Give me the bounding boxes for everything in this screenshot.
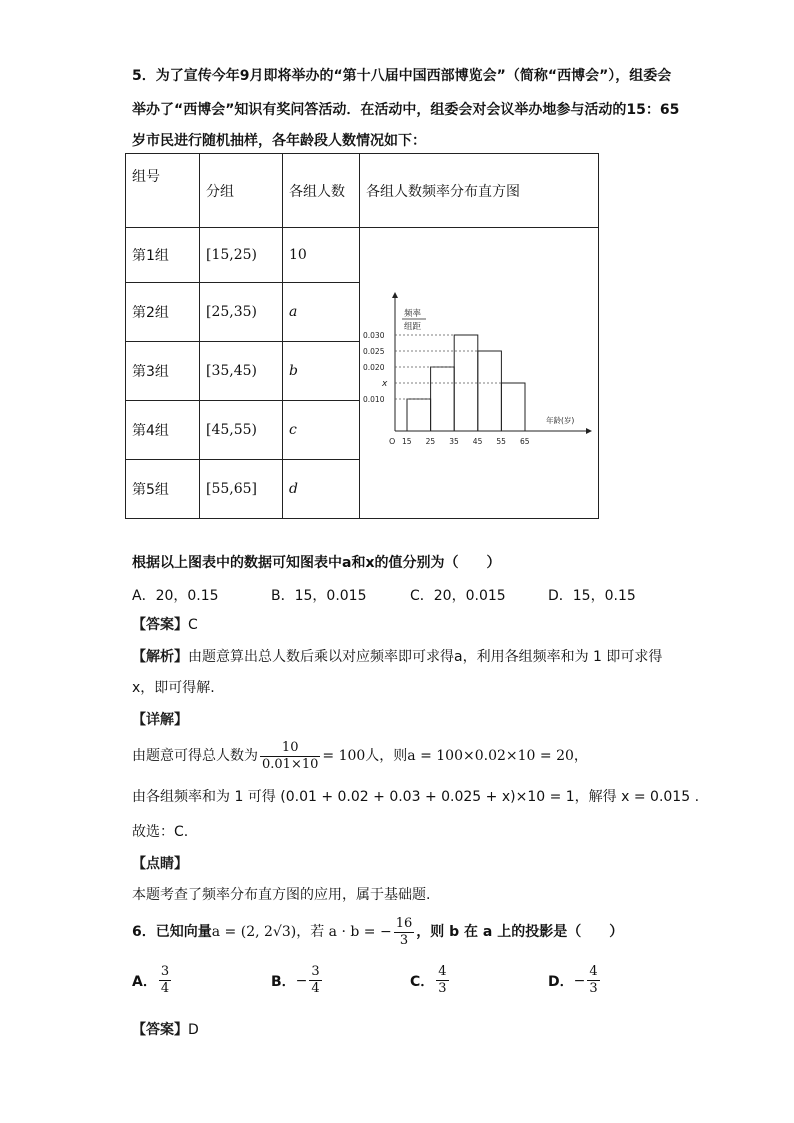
q6-stem	[132, 912, 623, 952]
row-4-count: c	[283, 400, 360, 459]
q6-option-a-fraction	[159, 964, 171, 997]
x-axis-arrow	[586, 428, 592, 434]
q6-option-b-fraction	[309, 964, 321, 997]
q6-d-num: 4	[589, 964, 598, 979]
histogram-bar	[407, 399, 431, 431]
row-2-count: a	[283, 282, 360, 341]
x-tick-label: 15	[402, 437, 412, 446]
q6-option-d	[548, 964, 602, 997]
q6-a-num: 3	[160, 964, 170, 979]
histogram-bar	[501, 383, 525, 431]
y-axis-label-denominator: 组距	[404, 322, 422, 332]
y-tick-label: 0.010	[363, 395, 385, 404]
age-group-table	[125, 153, 599, 519]
q6-dot-product: ，若 a · b = −	[296, 924, 392, 940]
q5-question: 根据以上图表中的数据可知图表中a和x的值分别为（ ）	[132, 555, 501, 571]
header-group-no: 组号	[126, 154, 200, 228]
q6-vector-a: a = (2, 2√3)	[211, 924, 297, 940]
q5-answer	[132, 615, 198, 635]
row-1-range: [15,25)	[200, 228, 283, 283]
answer-value: C	[188, 617, 198, 633]
row-5-range: [55,65]	[200, 459, 283, 518]
row-1-count: 10	[283, 228, 360, 283]
q6-option-d-sign: −	[573, 972, 586, 989]
q6-a-den: 4	[160, 981, 170, 996]
q5-stem-line-1: 5．为了宣传今年9月即将举办的“第十八届中国西部博览会”（简称“西博会”），组委会	[132, 68, 672, 84]
histogram-bar	[454, 335, 478, 431]
x-axis-title: 年龄(岁)	[546, 416, 575, 425]
y-axis-label-numerator: 频率	[404, 309, 422, 319]
x-tick-label: 25	[425, 437, 436, 446]
q6-option-a	[132, 964, 173, 997]
q6-option-c-fraction	[436, 964, 448, 997]
q6-b-num: 3	[311, 964, 320, 979]
q5-option-b: B．15，0.015	[271, 588, 367, 604]
row-4-range: [45,55)	[200, 400, 283, 459]
detail-1-suffix: = 100人，则a = 100×0.02×10 = 20，	[322, 748, 588, 764]
y-tick-label: 0.020	[363, 363, 385, 372]
detail-line-1	[132, 736, 588, 776]
comment-label: 【点睛】	[132, 856, 188, 872]
q6-fraction	[394, 916, 415, 949]
choose-line: 故选：C.	[132, 824, 189, 840]
q6-fraction-numerator: 16	[395, 915, 413, 931]
row-3-count: b	[283, 341, 360, 400]
q6-c-num: 4	[438, 964, 447, 979]
header-range: 分组	[200, 154, 283, 228]
q6-answer-label: 【答案】	[132, 1022, 188, 1038]
q6-fraction-denominator: 3	[399, 932, 409, 948]
x-tick-label: 35	[449, 437, 459, 446]
histogram-cell	[360, 228, 599, 519]
row-4-group: 第4组	[126, 400, 200, 459]
y-tick-label: 0.025	[363, 347, 385, 356]
histogram-bar	[478, 351, 502, 431]
row-2-range: [25,35)	[200, 282, 283, 341]
header-histogram: 各组人数频率分布直方图	[360, 154, 599, 228]
q5-option-a: A．20，0.15	[132, 588, 219, 604]
q5-stem-line-2: 举办了“西博会”知识有奖问答活动．在活动中，组委会对会议举办地参与活动的15：65	[132, 102, 680, 118]
row-2-group: 第2组	[126, 282, 200, 341]
fraction-numerator: 10	[260, 740, 320, 757]
header-count: 各组人数	[283, 154, 360, 228]
q6-option-b-sign: −	[295, 972, 308, 989]
detail-label: 【详解】	[132, 712, 188, 728]
x-tick-label: 45	[472, 437, 483, 446]
y-axis-arrow	[392, 292, 398, 298]
row-5-group: 第5组	[126, 459, 200, 518]
q6-stem-suffix: ，则 b 在 a 上的投影是（ ）	[416, 924, 624, 940]
q6-option-c	[410, 964, 451, 997]
analysis-label: 【解析】	[132, 649, 188, 665]
q6-option-b	[271, 964, 324, 997]
q6-b-den: 4	[311, 981, 320, 996]
q6-answer	[132, 1020, 199, 1040]
q6-option-a-label: A．	[132, 973, 157, 990]
x-tick-label: 55	[496, 437, 506, 446]
q6-c-den: 3	[438, 981, 447, 996]
x-tick-label: 65	[520, 437, 530, 446]
row-3-range: [35,45)	[200, 341, 283, 400]
row-3-group: 第3组	[126, 341, 200, 400]
fraction-denominator: 0.01×10	[262, 756, 319, 772]
q6-answer-value: D	[188, 1022, 199, 1038]
detail-1-prefix: 由题意可得总人数为	[132, 748, 258, 764]
q5-option-c: C．20，0.015	[410, 588, 506, 604]
analysis-text-1: 由题意算出总人数后乘以对应频率即可求得a，利用各组频率和为 1 即可求得	[188, 649, 663, 665]
row-1-group: 第1组	[126, 228, 200, 283]
q6-option-d-label: D．	[548, 973, 574, 990]
q6-d-den: 3	[589, 981, 598, 996]
q5-analysis-line-1	[132, 647, 662, 667]
origin-label: O	[389, 437, 396, 446]
detail-1-fraction	[260, 740, 320, 773]
q5-analysis-line-2: x，即可得解.	[132, 680, 215, 696]
row-5-count: d	[283, 459, 360, 518]
answer-label: 【答案】	[132, 617, 188, 633]
q6-option-d-fraction	[587, 964, 599, 997]
q5-option-d: D．15，0.15	[548, 588, 636, 604]
y-tick-label: 0.030	[363, 331, 385, 340]
q6-stem-prefix: 6．已知向量	[132, 924, 212, 940]
comment-text: 本题考查了频率分布直方图的应用，属于基础题.	[132, 887, 431, 903]
q6-option-c-label: C．	[410, 973, 435, 990]
frequency-histogram	[360, 228, 592, 514]
y-tick-label: x	[382, 379, 388, 389]
detail-line-2: 由各组频率和为 1 可得 (0.01 + 0.02 + 0.03 + 0.025 + x)×10 = 1，解得 x = 0.015 .	[132, 789, 700, 805]
histogram-bar	[431, 367, 455, 431]
q5-stem-line-3: 岁市民进行随机抽样，各年龄段人数情况如下：	[132, 133, 426, 149]
q6-option-b-label: B．	[271, 973, 296, 990]
